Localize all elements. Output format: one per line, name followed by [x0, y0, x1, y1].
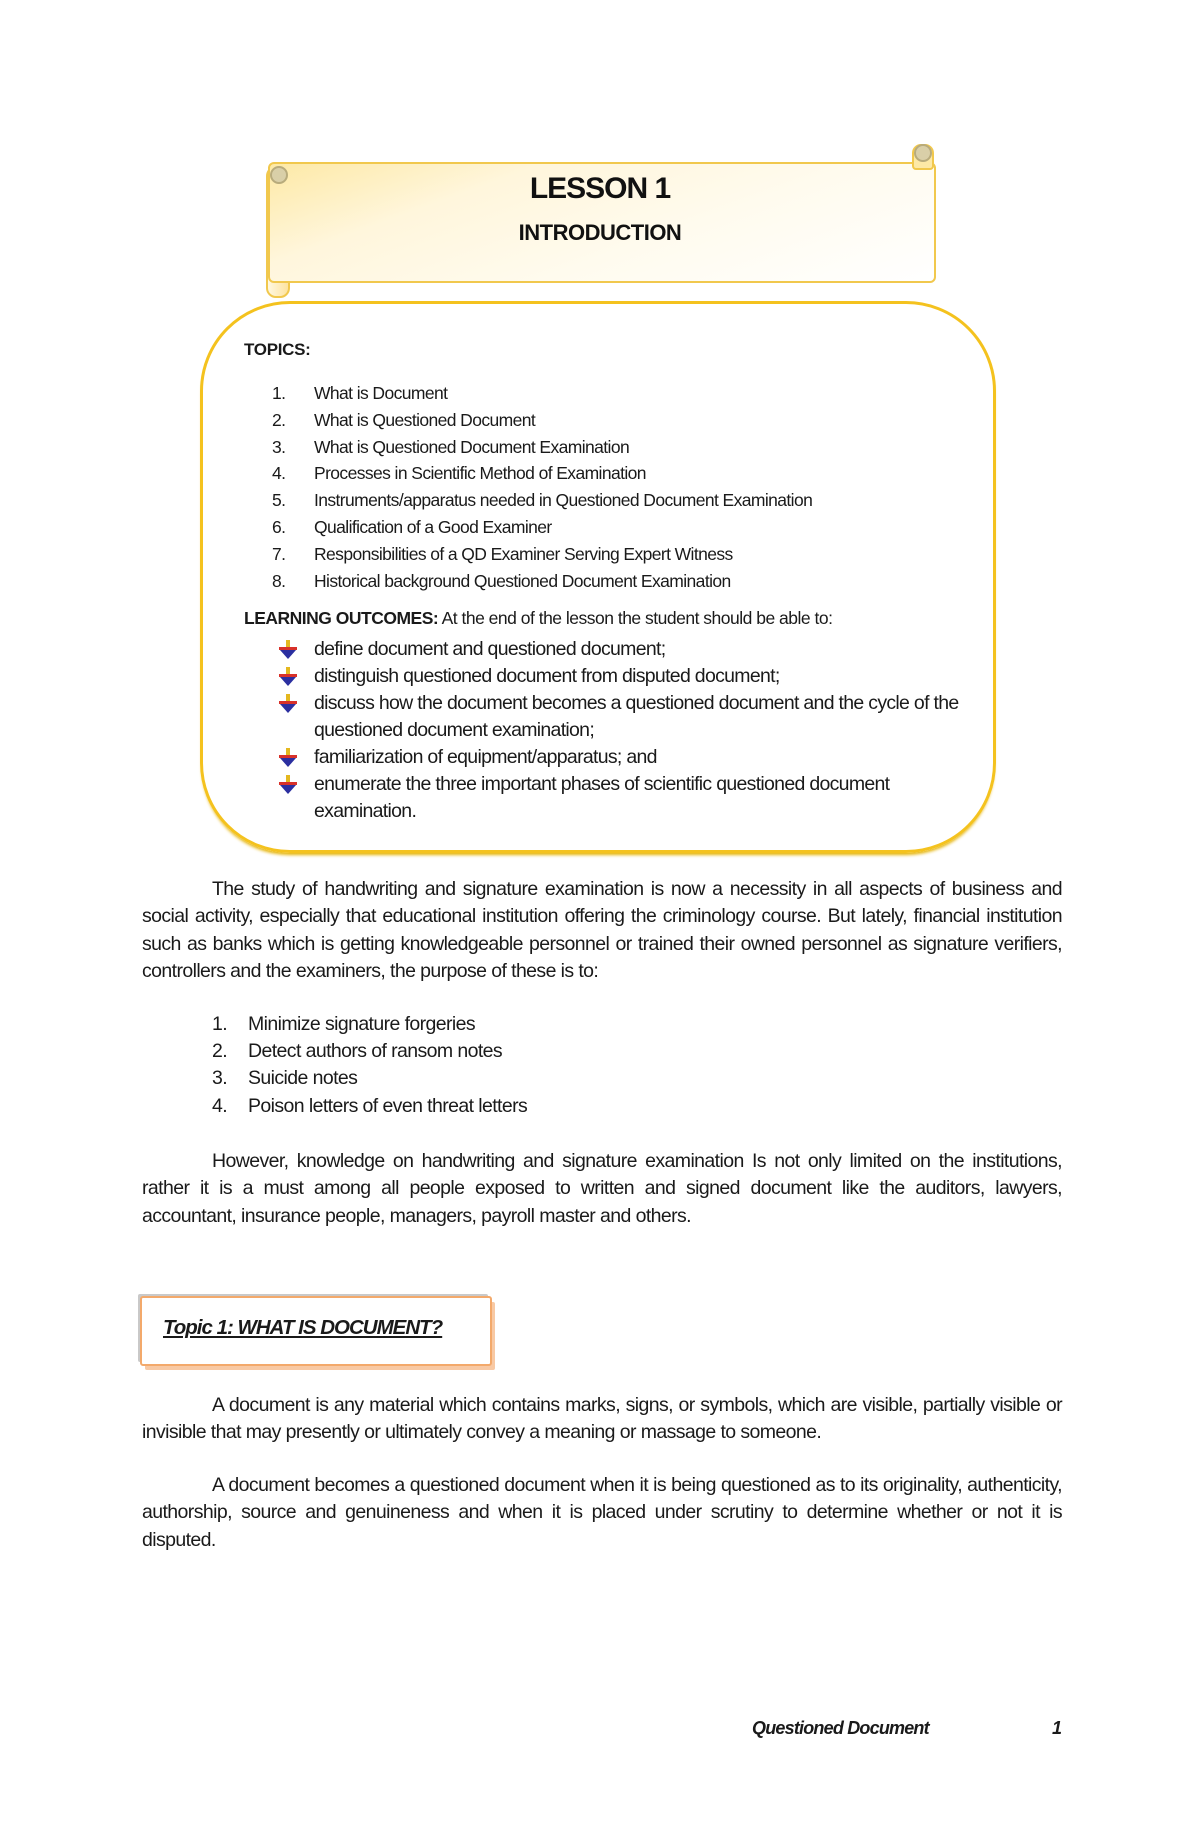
- footer-title: Questioned Document: [752, 1718, 929, 1738]
- list-item: 6. Qualification of a Good Examiner: [272, 516, 552, 537]
- list-item: enumerate the three important phases of scientific questioned document examination.: [278, 771, 968, 825]
- list-item: 8. Historical background Questioned Document Examination: [272, 570, 731, 591]
- list-item: discuss how the document becomes a questioned document and the cycle of the questioned document examination;: [278, 690, 968, 744]
- arrow-down-bullet-icon: [278, 775, 298, 795]
- topics-list: [272, 380, 812, 594]
- list-item: familiarization of equipment/apparatus; and: [278, 744, 968, 771]
- arrow-down-bullet-icon: [278, 640, 298, 660]
- topic-title: Topic 1: WHAT IS DOCUMENT?: [163, 1316, 443, 1339]
- learning-outcomes-label: LEARNING OUTCOMES:: [244, 608, 439, 628]
- list-item: 5. Instruments/apparatus needed in Questioned Document Examination: [272, 490, 813, 511]
- questioned-document-paragraph: A document becomes a questioned document when it is being questioned as to its originality, authenticity, authorship, source and genuineness and when it is placed under scrutiny to determine whether or not it is disputed.: [142, 1474, 1062, 1551]
- scroll-right-curl: [914, 144, 932, 162]
- list-item: 3. What is Questioned Document Examination: [272, 436, 630, 457]
- arrow-down-bullet-icon: [278, 748, 298, 768]
- purpose-list: [212, 1011, 527, 1120]
- lesson-subtitle: INTRODUCTION: [518, 220, 682, 245]
- list-item: 2. Detect authors of ransom notes: [212, 1040, 503, 1063]
- list-item: 4. Poison letters of even threat letters: [212, 1094, 528, 1117]
- intro-paragraph: The study of handwriting and signature examination is now a necessity in all aspects of business and social activity, especially that educational institution offering the criminology course. But lately, financial institution such as banks which is getting knowledgeable personnel or trained their owned personnel as signature verifiers, controllers and the examiners, the purpose of these is to:: [142, 878, 1062, 983]
- lesson-title: LESSON 1: [529, 172, 671, 205]
- list-item: distinguish questioned document from disputed document;: [278, 663, 968, 690]
- list-item: 2. What is Questioned Document: [272, 409, 536, 430]
- arrow-down-bullet-icon: [278, 667, 298, 687]
- document-definition-paragraph: A document is any material which contains marks, signs, or symbols, which are visible, partially visible or invisible that may presently or ultimately convey a meaning or massage to someone.: [142, 1394, 1062, 1444]
- topics-heading: TOPICS:: [244, 340, 311, 359]
- learning-outcomes-list: [278, 636, 968, 825]
- list-item: 1. Minimize signature forgeries: [212, 1013, 476, 1035]
- learning-outcomes-intro: LEARNING OUTCOMES: At the end of the lesson the student should be able to:: [244, 608, 833, 628]
- list-item: 3. Suicide notes: [212, 1067, 358, 1090]
- list-item: define document and questioned document;: [278, 636, 968, 663]
- knowledge-paragraph: However, knowledge on handwriting and signature examination Is not only limited on the institutions, rather it is a must among all people exposed to written and signed document like the auditors, lawyers, accountant, insurance people, managers, payroll master and others.: [142, 1150, 1062, 1227]
- list-item: 1. What is Document: [272, 383, 448, 403]
- page-number: 1: [1052, 1718, 1063, 1738]
- list-item: 7. Responsibilities of a QD Examiner Serving Expert Witness: [272, 543, 733, 564]
- list-item: 4. Processes in Scientific Method of Examination: [272, 463, 646, 484]
- arrow-down-bullet-icon: [278, 694, 298, 714]
